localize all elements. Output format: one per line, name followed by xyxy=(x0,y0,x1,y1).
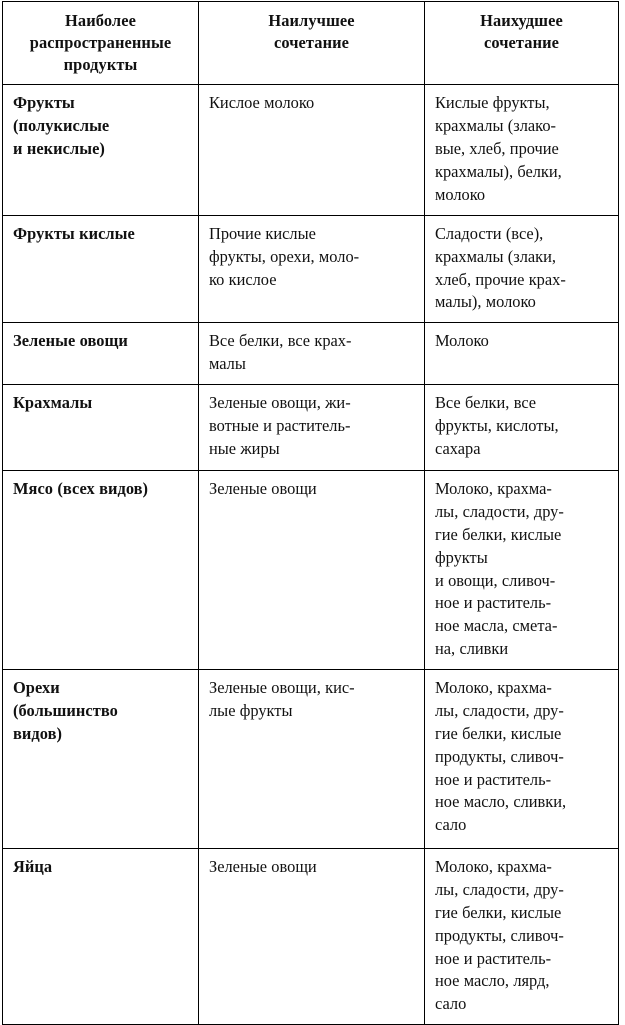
table-row xyxy=(3,323,619,385)
text-line: Молоко, крахма- xyxy=(435,678,552,698)
text-line: хлеб, прочие крах- xyxy=(435,269,566,289)
text-line: Молоко, крахма- xyxy=(435,479,552,499)
text-line: лы, сладости, дру- xyxy=(435,700,564,720)
text-line: гие белки, кислые xyxy=(435,902,562,922)
table-row xyxy=(3,85,619,215)
text-line: на, сливки xyxy=(435,639,509,659)
table-row xyxy=(3,385,619,471)
text-line: сало xyxy=(435,994,467,1014)
cell-best-combination xyxy=(199,849,425,1025)
cell-best-combination xyxy=(199,670,425,849)
text-line: сочетание xyxy=(483,32,560,52)
food-combination-table xyxy=(2,1,619,1025)
cell-food-name xyxy=(3,85,199,215)
text-line: малы), молоко xyxy=(435,292,536,312)
text-line: Все белки, все крах- xyxy=(209,331,352,351)
text-line: (большинство xyxy=(13,700,118,720)
text-line: Сладости (все), xyxy=(435,223,544,243)
text-line: Зеленые овощи xyxy=(209,479,317,499)
cell-worst-combination xyxy=(425,471,619,670)
cell-best-combination xyxy=(199,385,425,471)
column-header-worst-combination xyxy=(425,2,619,85)
text-line: и овощи, сливоч- xyxy=(435,570,556,590)
table-header-row xyxy=(3,2,619,85)
cell-best-combination xyxy=(199,323,425,385)
text-line: крахмалы), белки, xyxy=(435,162,562,182)
table-body xyxy=(3,85,619,1025)
text-line: вые, хлеб, прочие xyxy=(435,139,559,159)
text-line: гие белки, кислые xyxy=(435,723,562,743)
cell-food-name xyxy=(3,215,199,323)
text-line: распространенные xyxy=(29,32,172,52)
text-line: фрукты, кислоты, xyxy=(435,415,559,435)
text-line: Мясо (всех видов) xyxy=(13,479,149,499)
cell-food-name xyxy=(3,385,199,471)
text-line: продукты, сливоч- xyxy=(435,746,564,766)
table-row xyxy=(3,215,619,323)
text-line: молоко xyxy=(435,184,486,204)
cell-food-name xyxy=(3,849,199,1025)
text-line: ные жиры xyxy=(209,438,280,458)
cell-worst-combination xyxy=(425,85,619,215)
column-header-foods xyxy=(3,2,199,85)
text-line: фрукты xyxy=(435,547,488,567)
text-line: ное масло, лярд, xyxy=(435,971,550,991)
text-line: Зеленые овощи, жи- xyxy=(209,393,351,413)
text-line: Прочие кислые xyxy=(209,223,316,243)
table-header xyxy=(3,2,619,85)
text-line: Фрукты кислые xyxy=(13,223,135,243)
text-line: Наихудшее xyxy=(480,11,563,30)
table-row xyxy=(3,471,619,670)
text-line: сало xyxy=(435,815,467,835)
cell-best-combination xyxy=(199,215,425,323)
text-line: крахмалы (злако- xyxy=(435,116,556,136)
text-line: гие белки, кислые xyxy=(435,524,562,544)
text-line: Фрукты xyxy=(13,93,75,113)
text-line: лы, сладости, дру- xyxy=(435,879,564,899)
cell-food-name xyxy=(3,323,199,385)
text-line: Зеленые овощи xyxy=(209,857,317,877)
text-line: Кислое молоко xyxy=(209,93,315,113)
table-row xyxy=(3,670,619,849)
text-line: Орехи xyxy=(13,678,60,698)
text-line: ное и раститель- xyxy=(435,593,552,613)
text-line: малы xyxy=(209,354,246,374)
text-line: Молоко xyxy=(435,331,489,351)
text-line: продукты, сливоч- xyxy=(435,925,564,945)
cell-worst-combination xyxy=(425,215,619,323)
cell-best-combination xyxy=(199,85,425,215)
text-line: Наиболее xyxy=(65,11,136,30)
text-line: видов) xyxy=(13,723,62,743)
text-line: Крахмалы xyxy=(13,393,93,413)
cell-worst-combination xyxy=(425,849,619,1025)
text-line: Кислые фрукты, xyxy=(435,93,550,113)
text-line: Зеленые овощи xyxy=(13,331,128,351)
text-line: лы, сладости, дру- xyxy=(435,501,564,521)
text-line: сахара xyxy=(435,438,481,458)
text-line: Наилучшее xyxy=(268,11,355,30)
text-line: фрукты, орехи, моло- xyxy=(209,246,360,266)
text-line: крахмалы (злаки, xyxy=(435,246,557,266)
text-line: (полукислые xyxy=(13,116,110,136)
table-row xyxy=(3,849,619,1025)
text-line: вотные и раститель- xyxy=(209,415,351,435)
text-line: ное и раститель- xyxy=(435,948,552,968)
cell-food-name xyxy=(3,670,199,849)
text-line: сочетание xyxy=(273,32,350,52)
cell-best-combination xyxy=(199,471,425,670)
text-line: Все белки, все xyxy=(435,393,537,413)
text-line: ное масла, смета- xyxy=(435,616,558,636)
text-line: Молоко, крахма- xyxy=(435,857,552,877)
cell-food-name xyxy=(3,471,199,670)
text-line: и некислые) xyxy=(13,139,105,159)
text-line: ное масло, сливки, xyxy=(435,792,567,812)
text-line: ное и раститель- xyxy=(435,769,552,789)
cell-worst-combination xyxy=(425,385,619,471)
cell-worst-combination xyxy=(425,670,619,849)
column-header-best-combination xyxy=(199,2,425,85)
text-line: Яйца xyxy=(13,857,53,877)
text-line: ко кислое xyxy=(209,269,277,289)
text-line: продукты xyxy=(63,54,138,74)
text-line: Зеленые овощи, кис- xyxy=(209,678,355,698)
cell-worst-combination xyxy=(425,323,619,385)
text-line: лые фрукты xyxy=(209,700,293,720)
